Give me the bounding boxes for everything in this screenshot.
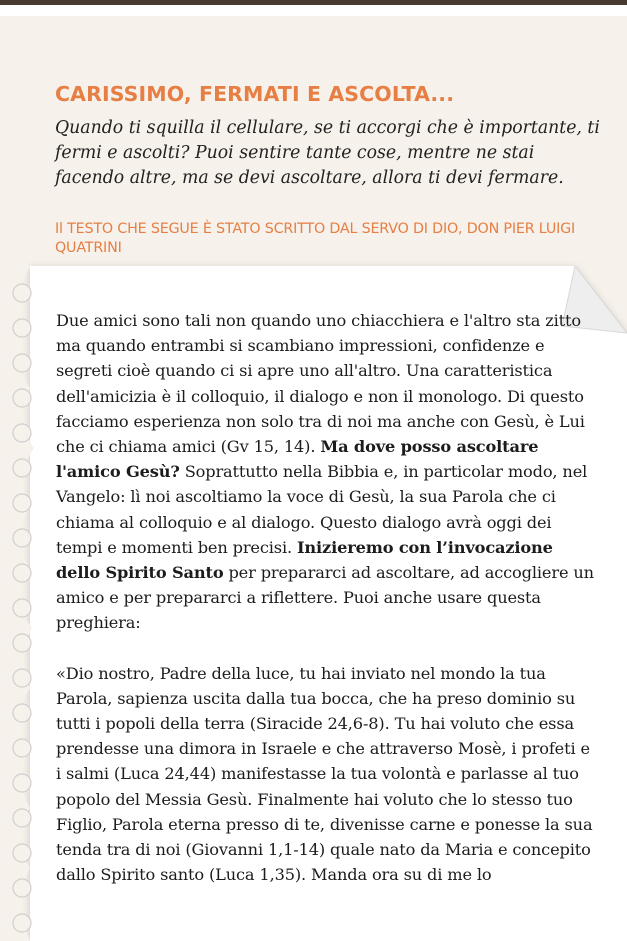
article-body: [56, 308, 596, 887]
invocation-bold: Inizieremo con l’invocazione dello Spirito Santo: [56, 537, 553, 583]
paragraph-gap: [56, 636, 596, 661]
top-strip: [0, 5, 627, 16]
article-title: CARISSIMO, FERMATI E ASCOLTA...: [55, 82, 455, 106]
article-credit: Il TESTO CHE SEGUE È STATO SCRITTO DAL SERVO DI DIO, DON PIER LUIGI QUATRINI: [55, 221, 575, 256]
article-lead: Quando ti squilla il cellulare, se ti accorgi che è importante, ti fermi e ascolti? Puoi sentire tante cose, mentre ne stai facendo altre, ma se devi ascoltare, allora ti devi fermare.: [55, 118, 600, 188]
question-bold: Ma dove posso ascoltare l'amico Gesù?: [56, 437, 539, 482]
paragraph-1: Due amici sono tali non quando uno chiacchiera e l'altro sta zitto ma quando entrambi si scambiano impressioni, confidenze e segreti cioè quando ci si apre uno all'altro. Una caratteristica dell'amicizia è il colloquio, il dialogo e non il monologo. Di questo facciamo esperienza non solo tra di noi ma anche con Gesù, è Lui che ci chiama amici (Gv 15, 14). Ma dove posso ascoltare l'amico Gesù? Soprattutto nella Bibbia e, in particolar modo, nel Vangelo: lì noi ascoltiamo la voce di Gesù, la sua Parola che ci chiama al colloquio e al dialogo. Questo dialogo avrà oggi dei tempi e momenti ben precisi. Inizieremo con l’invocazione dello Spirito Santo per prepararci ad ascoltare, ad accogliere un amico e per prepararci a riflettere. Puoi anche usare questa preghiera:: [56, 311, 594, 633]
paragraph-prayer: «Dio nostro, Padre della luce, tu hai inviato nel mondo la tua Parola, sapienza uscita dalla tua bocca, che ha preso dominio su tutti i popoli della terra (Siracide 24,6-8). Tu hai voluto che essa prendesse una dimora in Israele e che attraverso Mosè, i profeti e i salmi (Luca 24,44) manifestasse la tua volontà e parlasse al tuo popolo del Messia Gesù. Finalmente hai voluto che lo stesso tuo Figlio, Parola eterna presso di te, divenisse carne e ponesse la sua tenda tra di noi (Giovanni 1,1-14) quale nato da Maria e concepito dallo Spirito santo (Luca 1,35). Manda ora su di me lo: [56, 663, 593, 885]
